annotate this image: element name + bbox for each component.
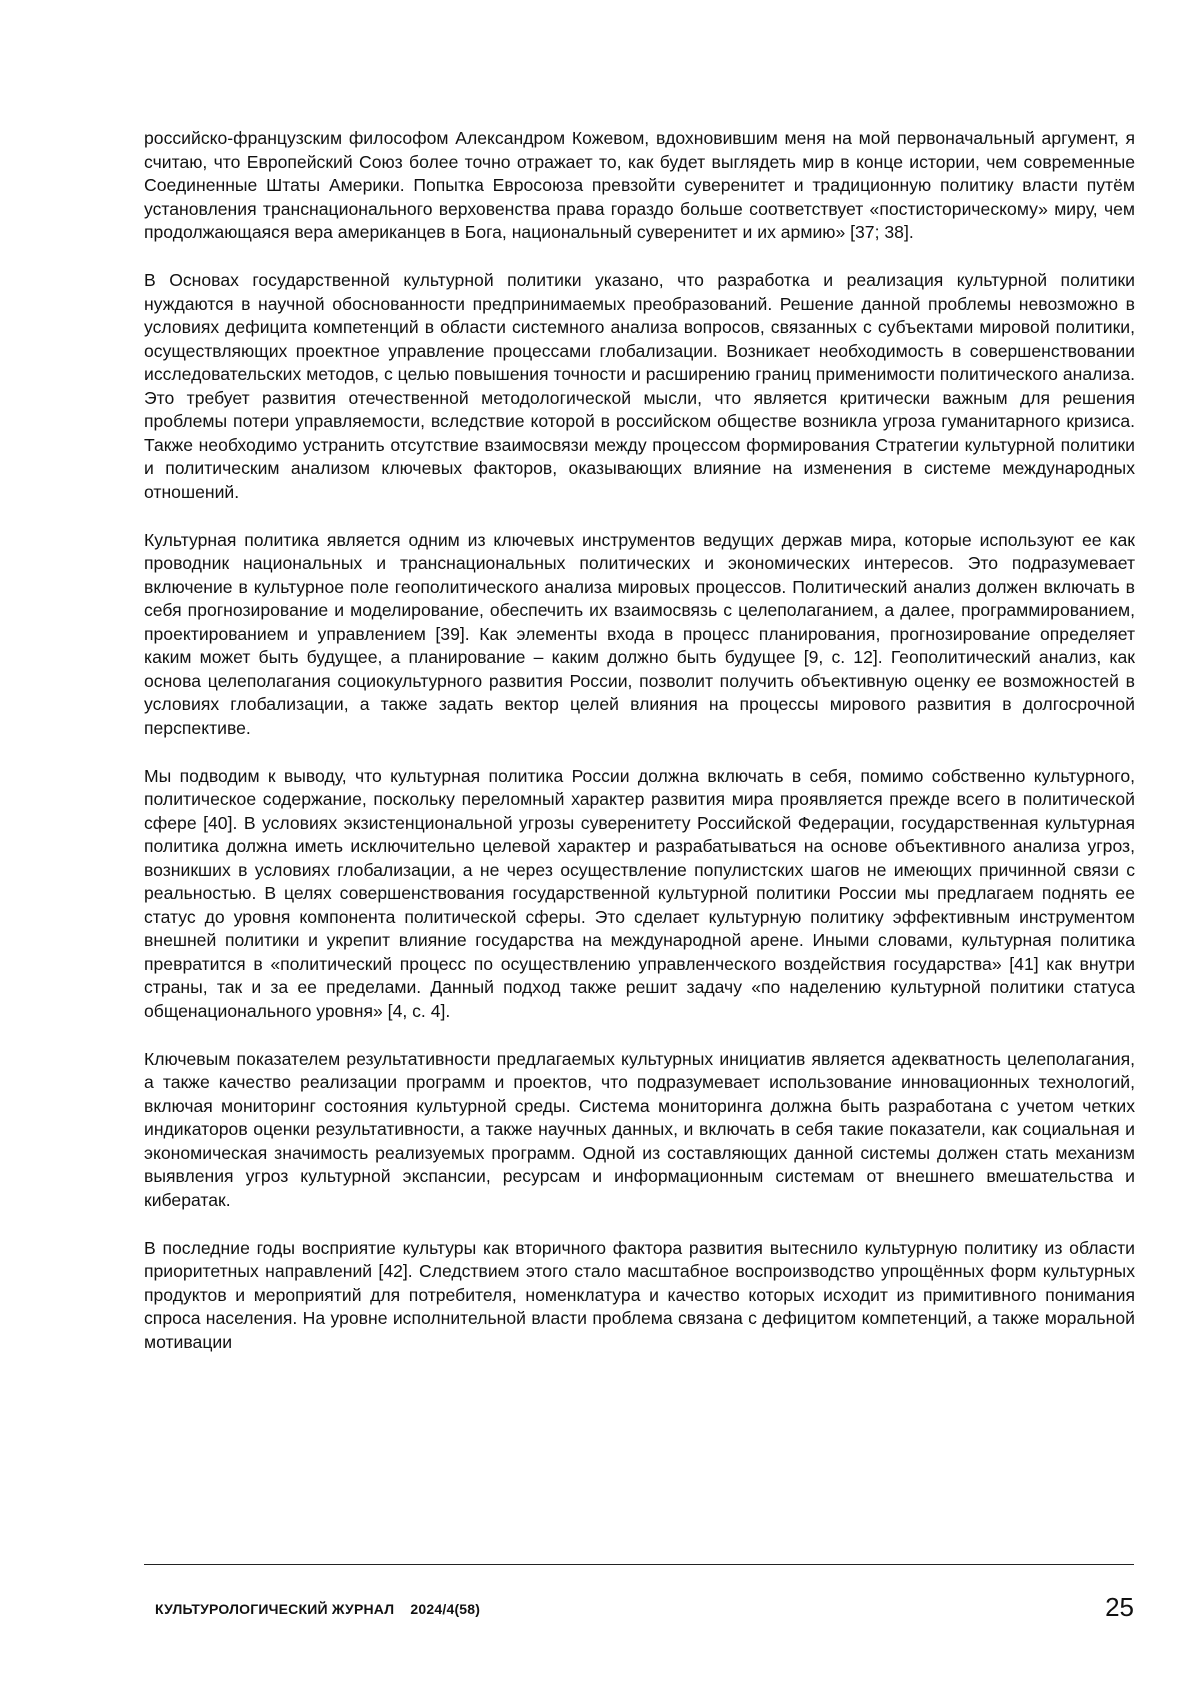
footer-divider [144, 1564, 1134, 1565]
journal-issue: 2024/4(58) [410, 1601, 481, 1617]
paragraph: В последние годы восприятие культуры как вторичного фактора развития вытеснило культурную политику из области приоритетных направлений [42]. Следствием этого стало масштабное воспроизводство упрощённых форм культурных продуктов и мероприятий для потребителя, номенклатура и качество которых исходит из примитивного понимания спроса населения. На уровне исполнительной власти проблема связана с дефицитом компетенций, а также моральной мотивации [144, 1237, 1135, 1352]
paragraph: В Основах государственной культурной политики указано, что разработка и реализация культурной политики нуждаются в научной обоснованности предпринимаемых преобразований. Решение данной проблемы невозможно в условиях дефицита компетенций в области системного анализа вопросов, связанных с субъектами мировой политики, осуществляющих проектное управление процессами глобализации. Возникает необходимость в совершенствовании исследовательских методов, с целью повышения точности и расширению границ применимости политического анализа. Это требует развития отечественной методологической мысли, что является критически важным для решения проблемы потери управляемости, вследствие которой в российском обществе возникла угроза гуманитарного кризиса. Также необходимо устранить отсутствие взаимосвязи между процессом формирования Стратегии культурной политики и политическим анализом ключевых факторов, оказывающих влияние на изменения в системе международных отношений. [144, 270, 1135, 502]
paragraph: российско-французским философом Александром Кожевом, вдохновившим меня на мой первоначальный аргумент, я считаю, что Европейский Союз более точно отражает то, как будет выглядеть мир в конце истории, чем современные Соединенные Штаты Америки. Попытка Евросоюза превзойти суверенитет и традиционную политику власти путём установления транснационального верховенства права гораздо больше соответствует «постисторическому» миру, чем продолжающаяся вера американцев в Бога, национальный суверенитет и их армию» [37; 38]. [144, 128, 1135, 242]
article-body [144, 127, 1135, 1379]
page-number: 25 [1105, 1592, 1134, 1622]
journal-title: КУЛЬТУРОЛОГИЧЕСКИЙ ЖУРНАЛ [155, 1601, 395, 1617]
paragraph: Ключевым показателем результативности предлагаемых культурных инициатив является адекватность целеполагания, а также качество реализации программ и проектов, что подразумевает использование инновационных технологий, включая мониторинг состояния культурной среды. Система мониторинга должна быть разработана с учетом четких индикаторов оценки результативности, а также научных данных, и включать в себя такие показатели, как социальная и экономическая значимость реализуемых программ. Одной из составляющих данной системы должен стать механизм выявления угроз культурной экспансии, ресурсам и информационным системам от внешнего вмешательства и кибератак. [144, 1048, 1135, 1210]
paragraph: Культурная политика является одним из ключевых инструментов ведущих держав мира, которые используют ее как проводник национальных и транснациональных политических и экономических интересов. Это подразумевает включение в культурное поле геополитического анализа мировых процессов. Политический анализ должен включать в себя прогнозирование и моделирование, обеспечить их взаимосвязь с целеполаганием, а далее, программированием, проектированием и управлением [39]. Как элементы входа в процесс планирования, прогнозирование определяет каким может быть будущее, а планирование – каким должно быть будущее [9, с. 12]. Геополитический анализ, как основа целеполагания социокультурного развития России, позволит получить объективную оценку ее возможностей в условиях глобализации, а также задать вектор целей влияния на процессы мирового развития в долгосрочной перспективе. [144, 529, 1135, 738]
paragraph: Мы подводим к выводу, что культурная политика России должна включать в себя, помимо собственно культурного, политическое содержание, поскольку переломный характер развития мира проявляется прежде всего в политической сфере [40]. В условиях экзистенциональной угрозы суверенитету Российской Федерации, государственная культурная политика должна иметь исключительно целевой характер и разрабатываться на основе объективного анализа угроз, возникших в условиях глобализации, а не через осуществление популистских шагов не имеющих причинной связи с реальностью. В целях совершенствования государственной культурной политики России мы предлагаем поднять ее статус до уровня компонента политической сферы. Это сделает культурную политику эффективным инструментом внешней политики и укрепит влияние государства на международной арене. Иными словами, культурная политика превратится в «политический процесс по осуществлению управленческого воздействия государства» [41] как внутри страны, так и за ее пределами. Данный подход также решит задачу «по наделению культурной политики статуса общенационального уровня» [4, с. 4]. [144, 765, 1135, 1021]
journal-footer [155, 1601, 480, 1617]
